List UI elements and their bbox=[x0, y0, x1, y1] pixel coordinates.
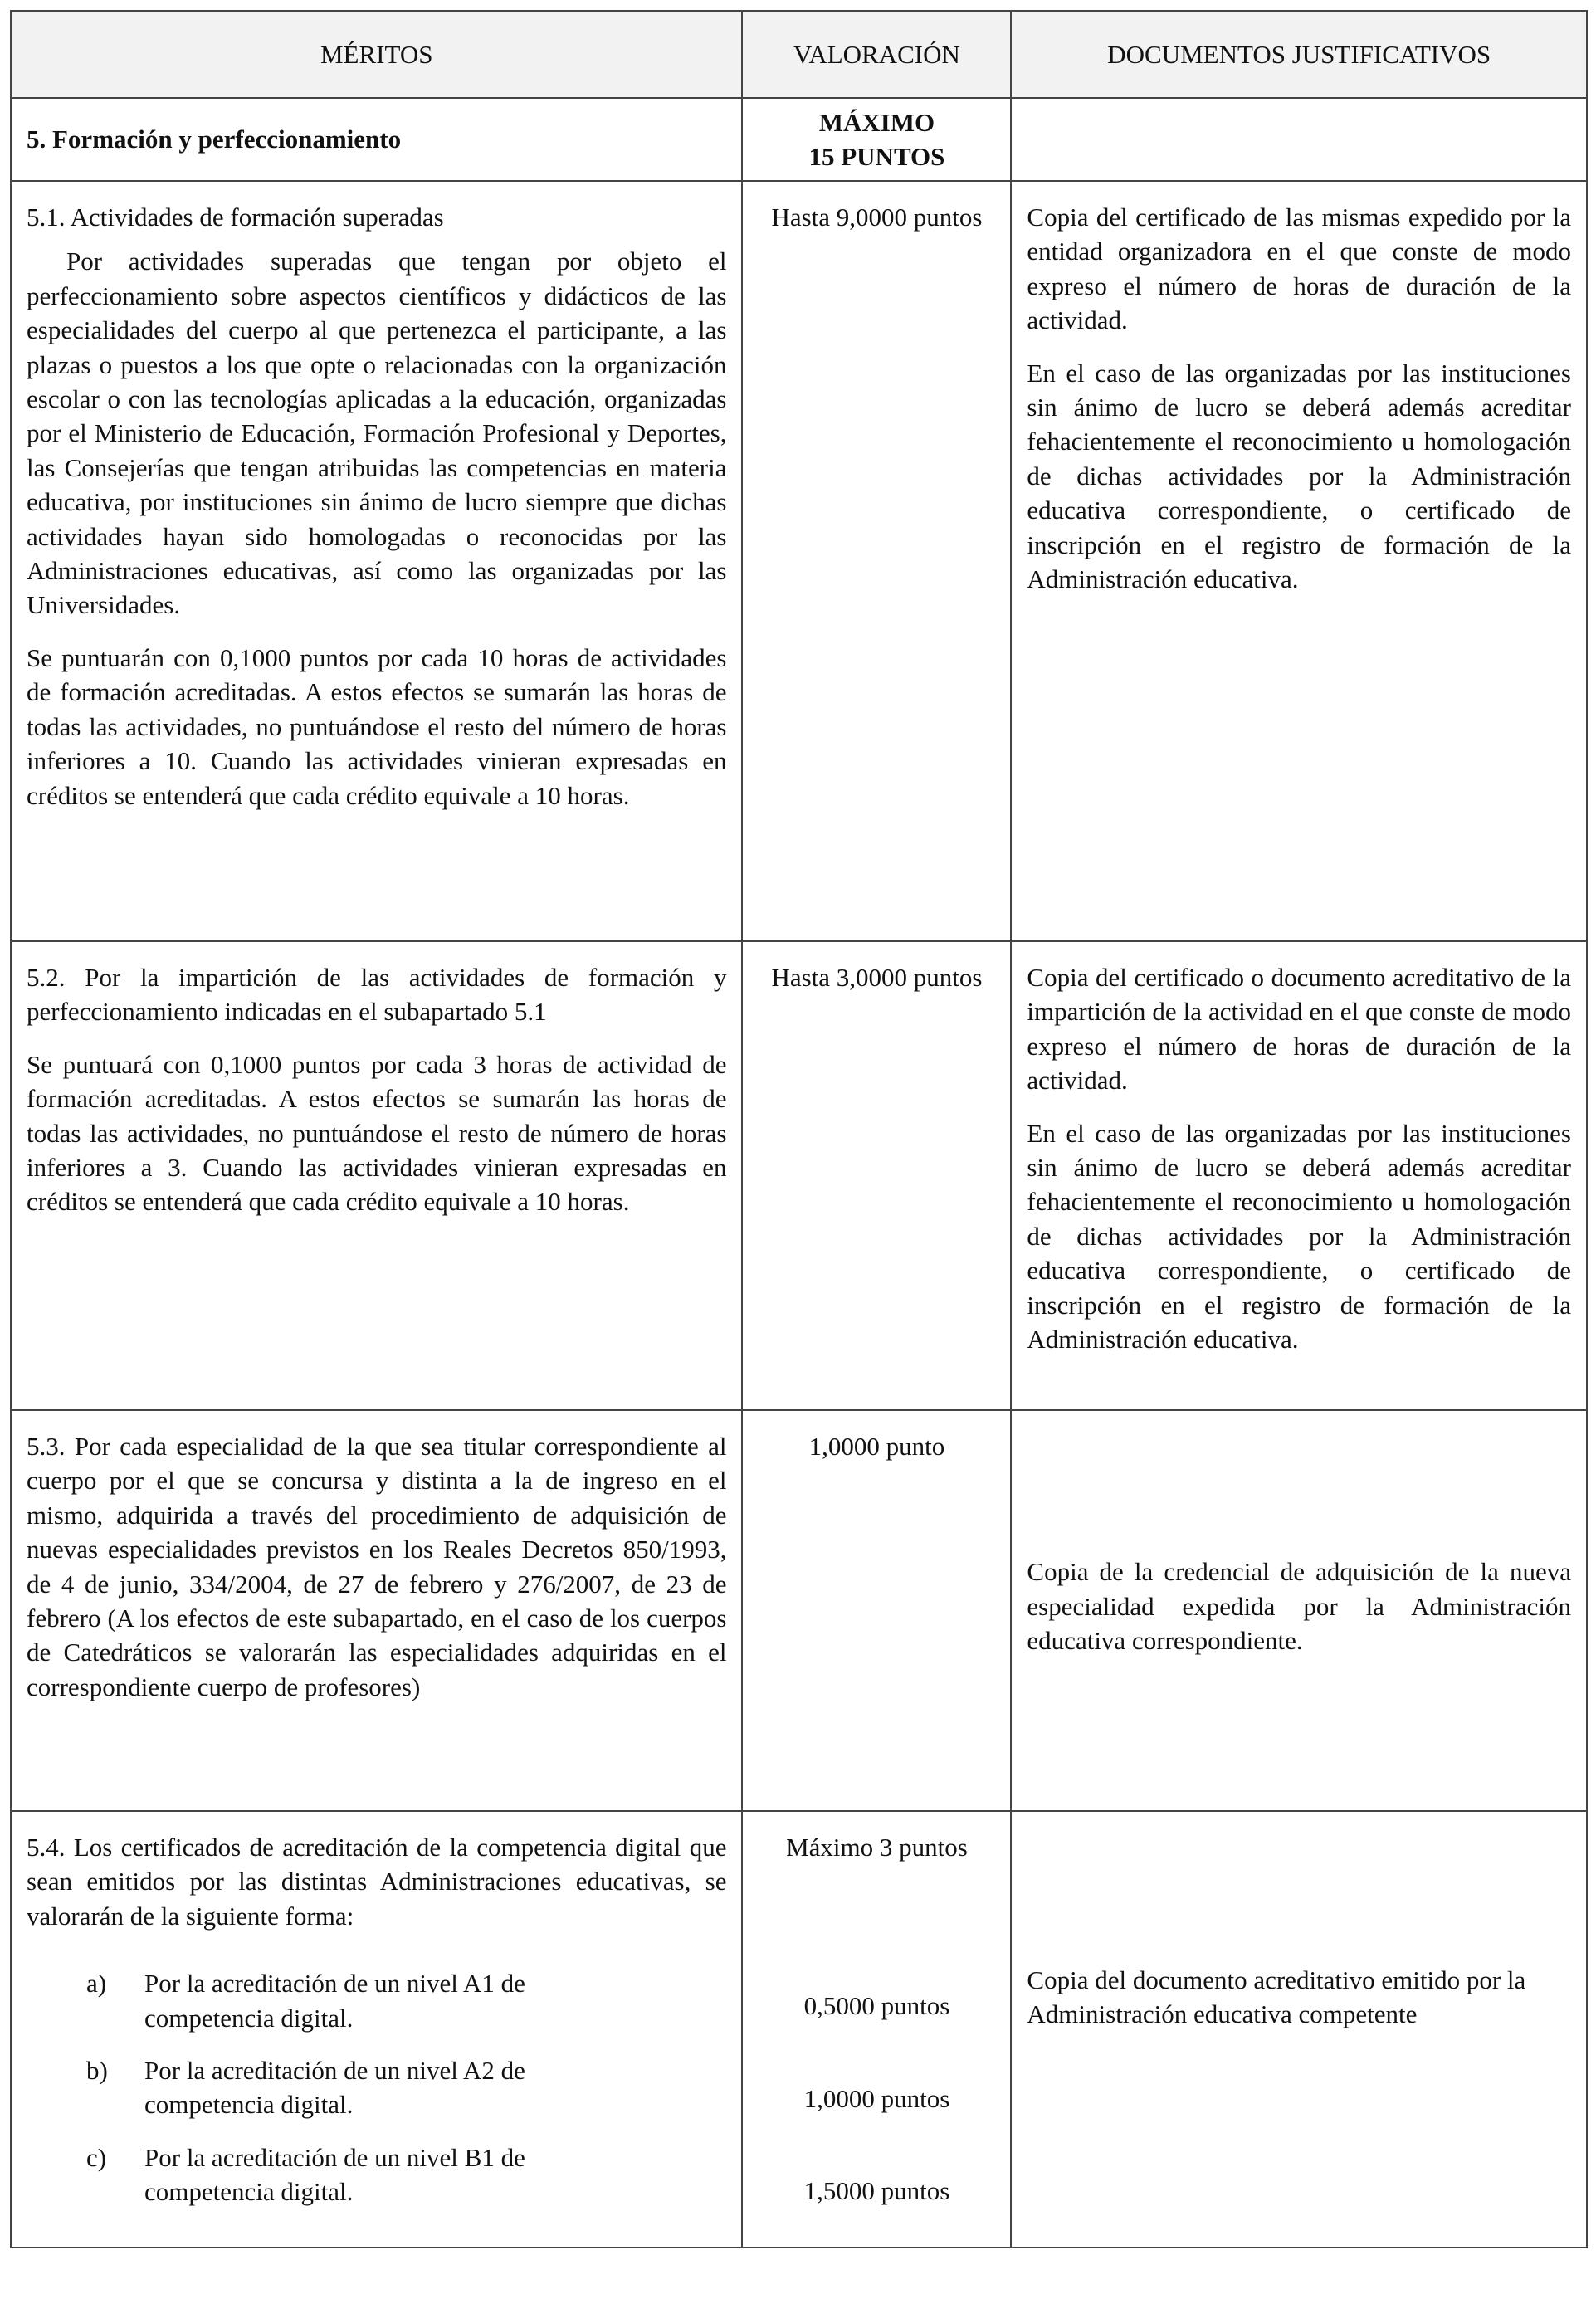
docs-cell bbox=[1011, 941, 1587, 1410]
item-value: 0,5000 puntos bbox=[803, 1991, 950, 2021]
item-label: a) bbox=[86, 1969, 107, 1999]
section-max bbox=[742, 98, 1011, 181]
item-label: c) bbox=[86, 2142, 107, 2172]
value-max: Máximo 3 puntos bbox=[786, 1833, 968, 1862]
merit-text: Se puntuarán con 0,1000 puntos por cada 10 horas de actividades de formación acreditadas. A estos efectos se sumarán las horas de todas las actividades, no puntuándose el resto del número de horas inferiores a 10. Cuando las actividades vinieran expresadas en créditos se entenderá que cada crédito equivale a 10 horas. bbox=[27, 642, 727, 810]
doc-text: Copia de la credencial de adquisición de la nueva especialidad expedida por la Administración educativa correspondiente. bbox=[1027, 1557, 1571, 1656]
value-cell: 1,0000 punto bbox=[742, 1410, 1011, 1811]
docs-cell bbox=[1011, 181, 1587, 941]
merits-table bbox=[10, 10, 1588, 2248]
merit-title: 5.2. Por la impartición de las actividades de formación y perfeccionamiento indicadas en el subapartado 5.1 bbox=[27, 963, 727, 1027]
item-value: 1,0000 puntos bbox=[803, 2083, 950, 2113]
doc-text: Copia del documento acreditativo emitido por la Administración educativa competente bbox=[1027, 1965, 1526, 2029]
doc-text: Copia del certificado o documento acreditativo de la impartición de la actividad en el que conste de modo expreso el número de horas de duración de la actividad. bbox=[1027, 963, 1571, 1096]
section-title: 5. Formación y perfeccionamiento bbox=[11, 98, 742, 181]
doc-text: En el caso de las organizadas por las instituciones sin ánimo de lucro se deberá además acreditar fehacientemente el reconocimiento u homologación de dichas actividades por la Administración educativa correspondiente, o certificado de inscripción en el registro de formación de la Administración educativa. bbox=[1027, 1118, 1571, 1355]
table-row-5-3 bbox=[11, 1410, 1587, 1811]
merit-cell bbox=[11, 941, 742, 1410]
header-documentos: DOCUMENTOS JUSTIFICATIVOS bbox=[1011, 11, 1587, 98]
merit-cell bbox=[11, 181, 742, 941]
section-docs-empty bbox=[1011, 98, 1587, 181]
docs-cell bbox=[1011, 1410, 1587, 1811]
merit-title: 5.3. Por cada especialidad de la que sea titular correspondiente al cuerpo por el que se concursa y distinta a la de ingreso en el mismo, adquirida a través del procedimiento de adquisición de nuevas especialidades previstos en los Reales Decretos 850/1993, de 4 de junio, 334/2004, de 27 de febrero y 276/2007, de 23 de febrero (A los efectos de este subapartado, en el caso de los cuerpos de Catedráticos se valorarán las especialidades adquiridas en el correspondiente cuerpo de profesores) bbox=[27, 1432, 727, 1701]
merit-title: 5.4. Los certificados de acreditación de la competencia digital que sean emitidos por las distintas Administraciones educativas, se valorarán de la siguiente forma: bbox=[27, 1833, 727, 1931]
table-row-5-4 bbox=[11, 1811, 1587, 2248]
table-row-5-2 bbox=[11, 941, 1587, 1410]
merit-text: Por actividades superadas que tengan por objeto el perfeccionamiento sobre aspectos científicos y didácticos de las especialidades del cuerpo al que pertenezca el participante, a las plazas o puestos a los que opte o relacionadas con la organización escolar o con las tecnologías aplicadas a la educación, organizadas por el Ministerio de Educación, Formación Profesional y Deportes, las Consejerías que tengan atribuidas las competencias en materia educativa, por instituciones sin ánimo de lucro siempre que dichas actividades hayan sido homologadas o reconocidas por las Administraciones educativas, así como las organizadas por las Universidades. bbox=[27, 247, 727, 620]
doc-text: Copia del certificado de las mismas expedido por la entidad organizadora en el que conste de modo expreso el número de horas de duración de la actividad. bbox=[1027, 203, 1571, 335]
table-row-5-1 bbox=[11, 181, 1587, 941]
item-text: Por la acreditación de un nivel A2 de competencia digital. bbox=[144, 2056, 525, 2120]
merit-text: Se puntuará con 0,1000 puntos por cada 3 horas de actividad de formación acreditadas. A estos efectos se sumarán las horas de todas las actividades, no puntuándose el resto de número de horas inferiores a 3. Cuando las actividades vinieran expresadas en créditos se entenderá que cada crédito equivale a 10 horas. bbox=[27, 1049, 727, 1217]
list-item bbox=[27, 1966, 726, 2035]
header-meritos: MÉRITOS bbox=[11, 11, 742, 98]
docs-cell bbox=[1011, 1811, 1587, 2248]
section-row bbox=[11, 98, 1587, 181]
header-valoracion: VALORACIÓN bbox=[742, 11, 1011, 98]
value-cell bbox=[742, 1811, 1011, 2248]
merit-title: 5.1. Actividades de formación superadas bbox=[27, 203, 444, 232]
item-label: b) bbox=[86, 2056, 108, 2086]
list-item bbox=[27, 2053, 726, 2122]
item-text: Por la acreditación de un nivel A1 de competencia digital. bbox=[144, 1969, 525, 2033]
value-cell: Hasta 9,0000 puntos bbox=[742, 181, 1011, 941]
merit-cell bbox=[11, 1410, 742, 1811]
max-line2: 15 PUNTOS bbox=[808, 142, 945, 171]
merit-cell bbox=[11, 1811, 742, 2248]
max-line1: MÁXIMO bbox=[818, 107, 935, 137]
table-header-row bbox=[11, 11, 1587, 98]
doc-text: En el caso de las organizadas por las instituciones sin ánimo de lucro se deberá además acreditar fehacientemente el reconocimiento u homologación de dichas actividades por la Administración educativa correspondiente, o certificado de inscripción en el registro de formación de la Administración educativa. bbox=[1027, 358, 1571, 594]
list-item bbox=[27, 2140, 726, 2209]
item-text: Por la acreditación de un nivel B1 de competencia digital. bbox=[144, 2142, 525, 2207]
value-cell: Hasta 3,0000 puntos bbox=[742, 941, 1011, 1410]
item-value: 1,5000 puntos bbox=[803, 2176, 950, 2206]
